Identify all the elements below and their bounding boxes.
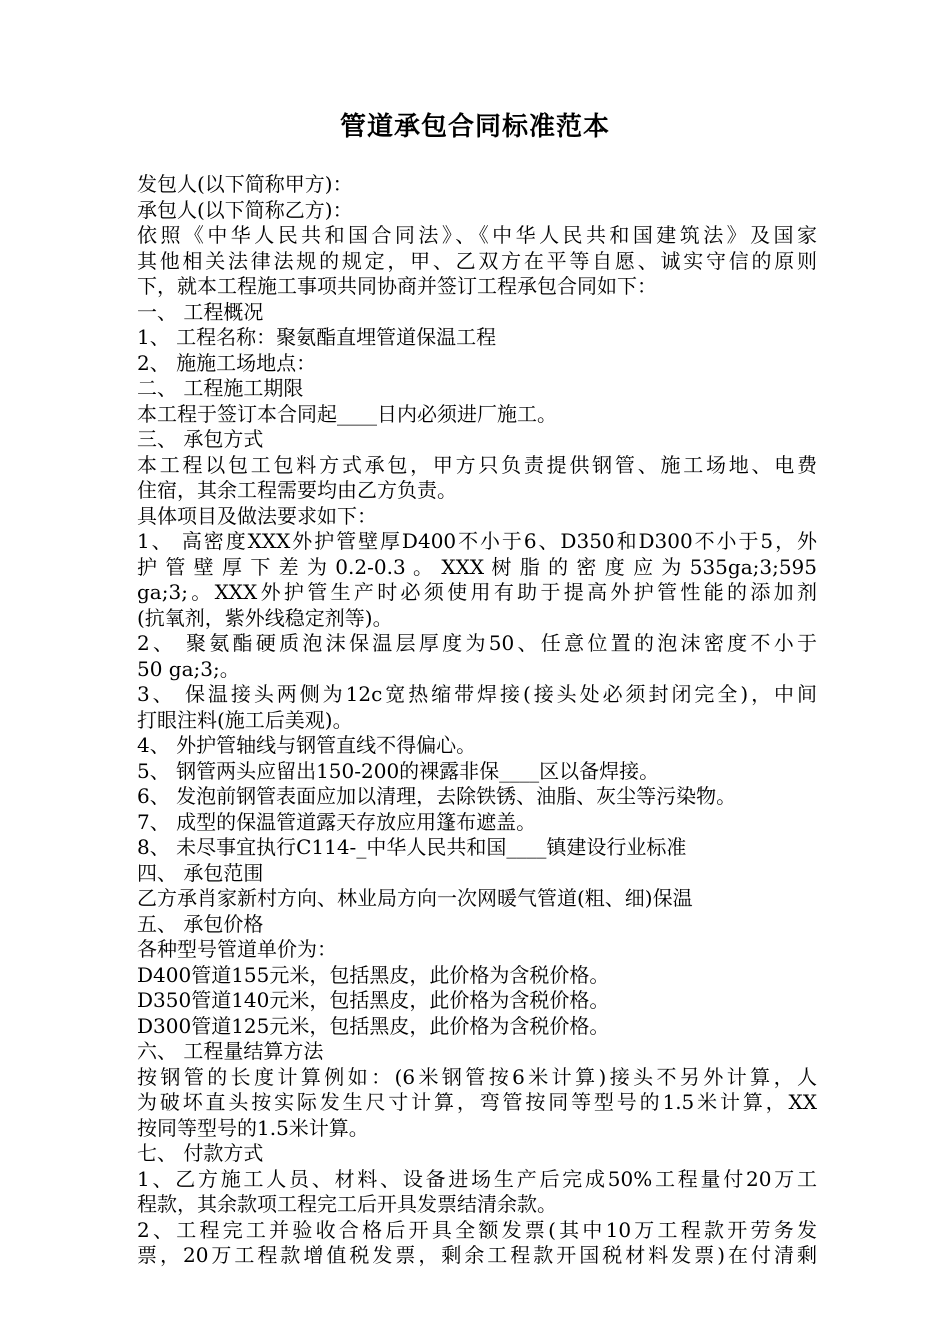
text-line: 发包人(以下简称甲方)： (137, 172, 353, 196)
text-line: 3、 保温接头两侧为12c宽热缩带焊接(接头处必须封闭完全)，中间 (137, 682, 817, 706)
text-line: 50 ga;3;。 (137, 656, 240, 681)
text-line: 按同等型号的1.5米计算。 (137, 1115, 369, 1140)
text-line: 4、 外护管轴线与钢管直线不得偏心。 (137, 733, 477, 757)
text-line: 具体项目及做法要求如下： (137, 503, 377, 528)
section-heading: 四、 承包范围 (137, 860, 264, 885)
text-line: 1、 高密度XXX外护管壁厚D400不小于6、D350和D300不小于5，外 (137, 529, 817, 553)
section-heading: 五、 承包价格 (137, 911, 264, 936)
text-line: 承包人(以下简称乙方)： (137, 197, 353, 222)
text-line: ga;3;。XXX外护管生产时必须使用有助于提高外护管性能的添加剂 (137, 580, 817, 604)
text-line: 其他相关法律法规的规定，甲、乙双方在平等自愿、诚实守信的原则 (137, 248, 817, 273)
text-line: 1、乙方施工人员、材料、设备进场生产后完成50%工程量付20万工 (137, 1166, 817, 1191)
text-line: 5、 钢管两头应留出150-200的裸露非保____区以备焊接。 (137, 758, 660, 783)
document-body (137, 172, 817, 1269)
text-line: 2、 聚氨酯硬质泡沫保温层厚度为50、任意位置的泡沫密度不小于 (137, 631, 817, 655)
text-line: 为破坏直头按实际发生尺寸计算，弯管按同等型号的1.5米计算，XX (137, 1090, 817, 1114)
text-line: 6、 发泡前钢管表面应加以清理，去除铁锈、油脂、灰尘等污染物。 (137, 784, 737, 808)
text-line: 各种型号管道单价为： (137, 937, 337, 961)
section-heading: 三、 承包方式 (137, 427, 264, 451)
text-line: 按钢管的长度计算例如：(6米钢管按6米计算)接头不另外计算，人 (137, 1064, 817, 1089)
text-line: 2、 施施工场地点： (137, 350, 317, 375)
text-line: 8、 未尽事宜执行C114-_中华人民共和国____镇建设行业标准 (137, 835, 687, 859)
text-line: 1、 工程名称：聚氨酯直埋管道保温工程 (137, 325, 497, 349)
text-line: 住宿，其余工程需要均由乙方负责。 (137, 478, 457, 502)
text-line: 程款，其余款项工程完工后开具发票结清余款。 (137, 1192, 557, 1216)
text-line: 乙方承肖家新村方向、林业局方向一次网暖气管道(粗、细)保温 (137, 886, 693, 910)
text-line: (抗氧剂，紫外线稳定剂等)。 (137, 605, 393, 630)
text-line: D300管道125元米，包括黑皮，此价格为含税价格。 (137, 1013, 610, 1038)
text-line: 2、工程完工并验收合格后开具全额发票(其中10万工程款开劳务发 (137, 1217, 817, 1242)
section-heading: 一、 工程概况 (137, 299, 264, 324)
section-heading: 二、 工程施工期限 (137, 376, 304, 400)
text-line: D350管道140元米，包括黑皮，此价格为含税价格。 (137, 988, 610, 1012)
text-line: 护 管 壁 厚 下 差 为 0.2-0.3 。 XXX 树 脂 的 密 度 应 为 535ga;3;595 (137, 554, 817, 579)
document-title: 管道承包合同标准范本 (339, 112, 610, 142)
text-line: 本工程以包工包料方式承包，甲方只负责提供钢管、施工场地、电费 (137, 452, 817, 477)
text-line: 依照《中华人民共和国合同法》、《中华人民共和国建筑法》及国家 (137, 223, 817, 247)
section-heading: 七、 付款方式 (137, 1141, 264, 1165)
text-line: D400管道155元米，包括黑皮，此价格为含税价格。 (137, 962, 610, 987)
text-line: 下，就本工程施工事项共同协商并签订工程承包合同如下： (137, 274, 657, 298)
text-line: 7、 成型的保温管道露天存放应用篷布遮盖。 (137, 809, 537, 834)
text-line: 本工程于签订本合同起____日内必须进厂施工。 (137, 401, 557, 426)
section-heading: 六、 工程量结算方法 (137, 1039, 324, 1063)
text-line: 票，20万工程款增值税发票，剩余工程款开国税材料发票)在付清剩 (137, 1243, 817, 1267)
text-line: 打眼注料(施工后美观)。 (137, 707, 353, 732)
